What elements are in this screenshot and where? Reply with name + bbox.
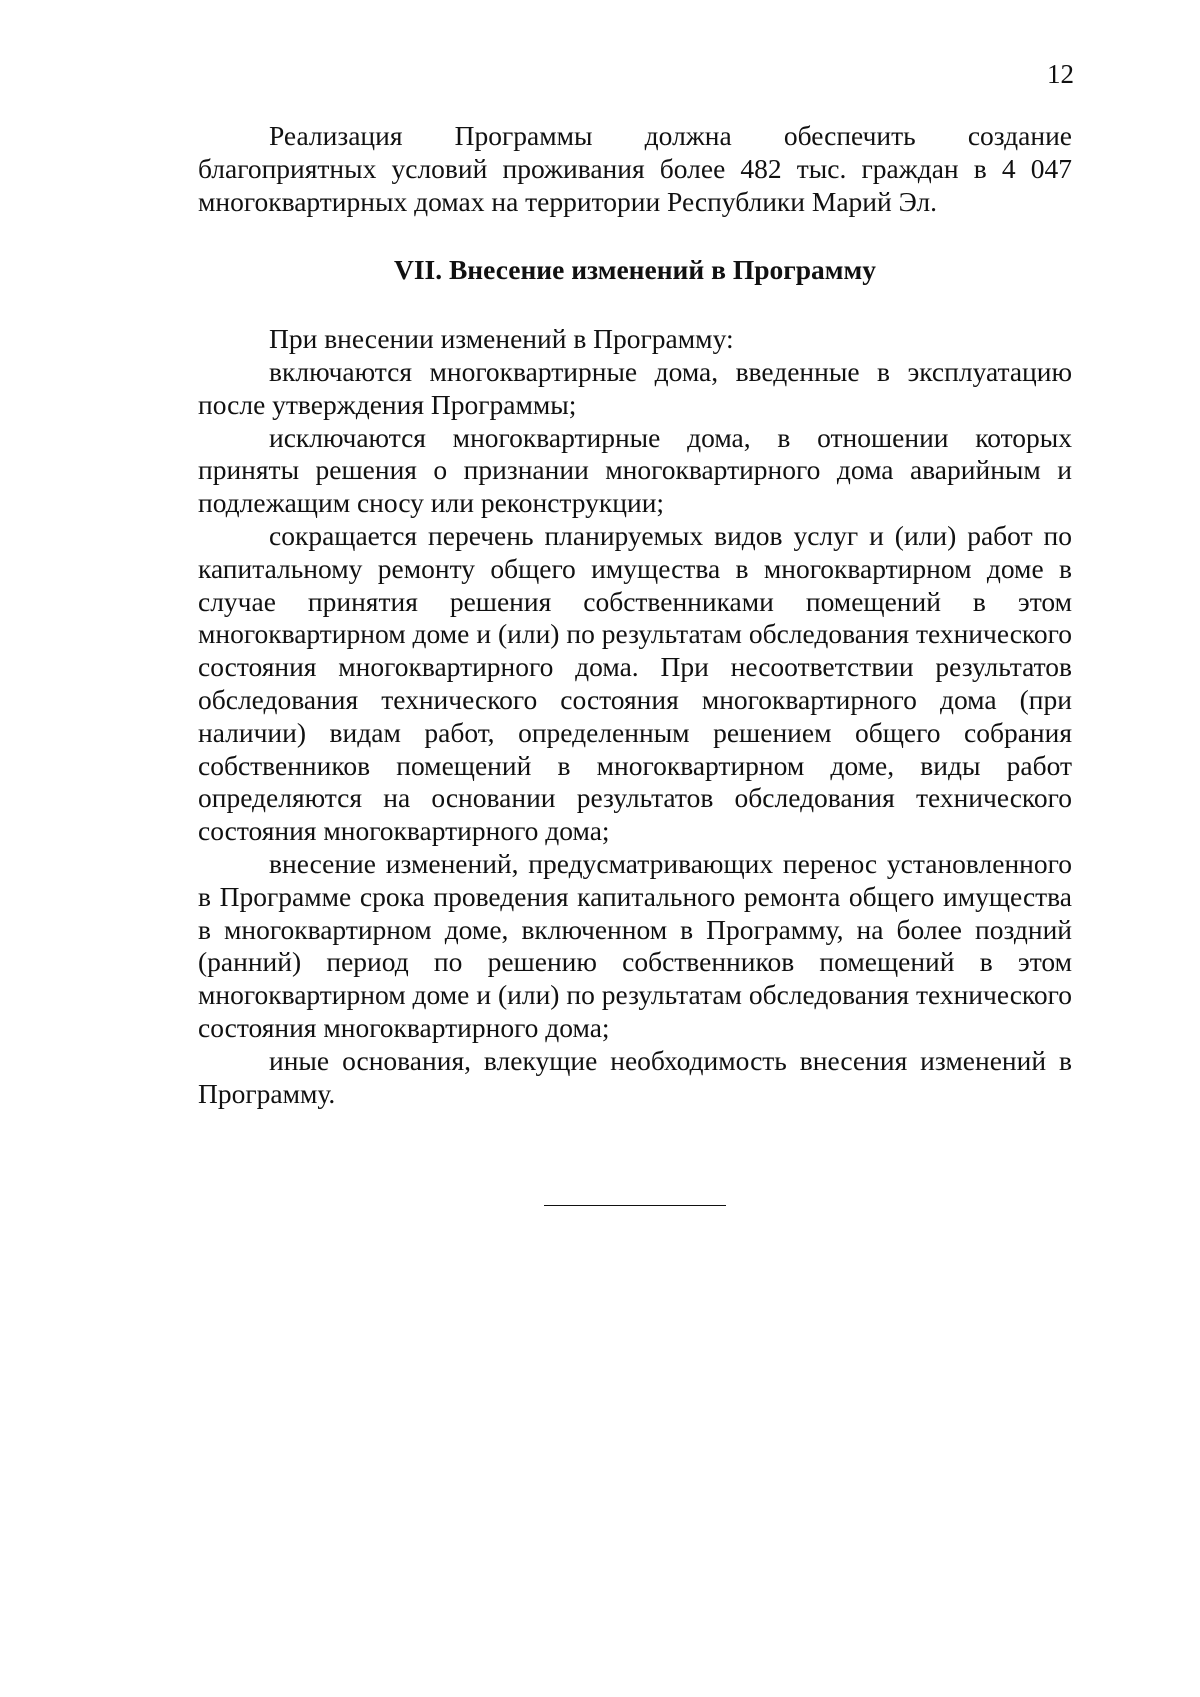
section-paragraph: иные основания, влекущие необходимость внесения изменений в Программу. [198,1044,1072,1109]
closing-divider [544,1205,726,1206]
section-paragraph: внесение изменений, предусматривающих перенос установленного в Программе срока проведения капитального ремонта общего имущества в многоквартирном доме, включенном в Программу, на более поздний (ранний) период по решению собственников помещений в этом многоквартирном доме и (или) по результатам обследования технического состояния многоквартирного дома; [198,847,1072,1043]
section-paragraph: включаются многоквартирные дома, введенные в эксплуатацию после утверждения Программы; [198,355,1072,420]
intro-paragraph: Реализация Программы должна обеспечить создание благоприятных условий проживания более 482 тыс. граждан в 4 047 многоквартирных домах на территории Республики Марий Эл. [198,120,1072,217]
section-title: VII. Внесение изменений в Программу [393,254,877,286]
section-paragraph: При внесении изменений в Программу: [269,323,734,355]
section-paragraph: сокращается перечень планируемых видов услуг и (или) работ по капитальному ремонту общего имущества в многоквартирном доме в случае принятия решения собственниками помещений в этом многоквартирном доме и (или) по результатам обследования технического состояния многоквартирного дома. При несоответствии результатов обследования технического состояния многоквартирного дома (при наличии) видам работ, определенным решением общего собрания собственников помещений в многоквартирном доме, виды работ определяются на основании результатов обследования технического состояния многоквартирного дома; [198,519,1072,847]
section-paragraph: исключаются многоквартирные дома, в отношении которых приняты решения о признании многоквартирного дома аварийным и подлежащим сносу или реконструкции; [198,421,1072,519]
document-body [198,120,1072,1110]
page-number: 12 [1047,59,1074,89]
